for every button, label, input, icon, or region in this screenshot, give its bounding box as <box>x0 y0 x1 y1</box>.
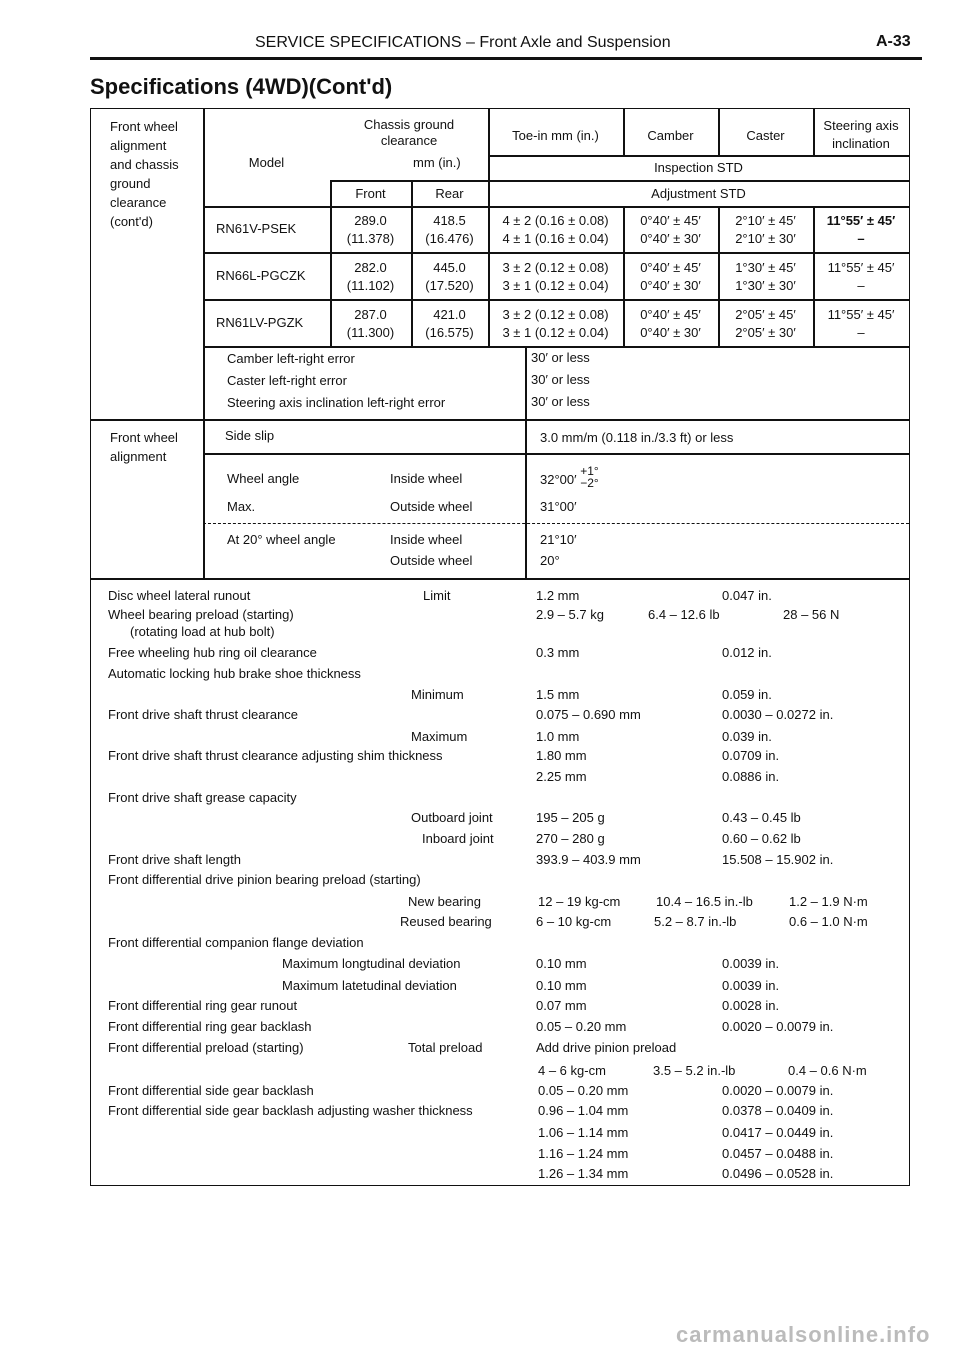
spec-v1: 0.3 mm <box>536 645 580 660</box>
val: 0°40′ ± 45′ <box>640 213 701 228</box>
spec-sub: Total preload <box>408 1040 483 1055</box>
camber-cell <box>623 259 718 295</box>
spec-row <box>108 790 908 805</box>
spec-v2: 3.5 – 5.2 in.-lb <box>653 1063 736 1078</box>
val: (17.520) <box>425 278 474 293</box>
spec-v1: 12 – 19 kg-cm <box>538 894 621 909</box>
spec-v2: 0.0020 – 0.0079 in. <box>722 1083 834 1098</box>
rear-cell <box>411 212 488 248</box>
spec-row <box>108 1103 908 1118</box>
spec-v2: 0.0417 – 0.0449 in. <box>722 1125 834 1140</box>
val: (11.102) <box>346 278 395 293</box>
spec-row <box>108 935 908 950</box>
divider <box>488 155 909 157</box>
spec-row <box>108 872 908 887</box>
spec-v2: 0.0028 in. <box>722 998 780 1013</box>
label-line: clearance <box>110 195 167 210</box>
spec-sub: New bearing <box>408 894 481 909</box>
val: 287.0 <box>354 307 387 322</box>
spec-sub: Outboard joint <box>411 810 493 825</box>
spec-sub: Reused bearing <box>400 914 492 929</box>
spec-row <box>108 1040 908 1055</box>
spec-v1: 2.9 – 5.7 kg <box>536 607 604 622</box>
spec-v1: 1.26 – 1.34 mm <box>538 1166 629 1181</box>
spec-label: Front drive shaft thrust clearance <box>108 707 299 722</box>
spec-row <box>108 666 908 681</box>
val: 3 ± 2 (0.12 ± 0.08) <box>502 260 609 275</box>
camber-cell <box>623 212 718 248</box>
divider <box>203 252 909 254</box>
divider <box>203 206 909 208</box>
page-title: Specifications (4WD)(Cont'd) <box>90 74 393 99</box>
spec-v2: 0.047 in. <box>722 588 772 603</box>
spec-label: Front drive shaft thrust clearance adjusting shim thickness <box>108 748 443 763</box>
divider <box>203 299 909 301</box>
val: 2°05′ ± 45′ <box>735 307 796 322</box>
divider <box>203 346 909 348</box>
spec-v1: 1.0 mm <box>536 729 580 744</box>
val: 0°40′ ± 45′ <box>640 307 701 322</box>
val: 3 ± 1 (0.12 ± 0.04) <box>502 278 609 293</box>
spec-row <box>108 852 908 867</box>
val: 1°30′ ± 30′ <box>735 278 796 293</box>
steering-cell <box>813 212 909 248</box>
val: 4 ± 1 (0.16 ± 0.04) <box>502 231 609 246</box>
spec-label: Front differential side gear backlash adjusting washer thickness <box>108 1103 473 1118</box>
val: 0°40′ ± 30′ <box>640 278 701 293</box>
caster-cell <box>718 212 813 248</box>
spec-label: Front differential ring gear backlash <box>108 1019 312 1034</box>
adjustment-std: Adjustment STD <box>651 186 746 201</box>
col-header-model: Model <box>248 155 285 170</box>
toein-cell <box>488 259 623 295</box>
divider <box>203 108 205 578</box>
val: −2° <box>580 476 599 490</box>
header-line: Steering axis <box>823 118 899 133</box>
val: 0°40′ ± 30′ <box>640 231 701 246</box>
label-line: alignment <box>110 449 167 464</box>
front-cell <box>330 259 411 295</box>
at20-outside-value: 20° <box>540 553 560 568</box>
spec-label: Disc wheel lateral runout <box>108 588 251 603</box>
val: 32°00′ <box>540 472 577 487</box>
spec-v1: 1.80 mm <box>536 748 587 763</box>
spec-sub: Minimum <box>411 687 464 702</box>
label-line: Front wheel <box>110 119 178 134</box>
label-line: (cont'd) <box>110 214 153 229</box>
val: (16.476) <box>425 231 474 246</box>
spec-label: Front differential companion flange deviation <box>108 935 364 950</box>
caster-cell <box>718 306 813 342</box>
watermark-text: carmanualsonline.info <box>676 1322 931 1347</box>
spec-row <box>108 645 908 660</box>
front-cell <box>330 212 411 248</box>
spec-row <box>130 624 275 639</box>
val: 3 ± 2 (0.12 ± 0.08) <box>502 307 609 322</box>
spec-v1: 0.05 – 0.20 mm <box>536 1019 627 1034</box>
spec-label: (rotating load at hub bolt) <box>130 624 275 639</box>
toein-cell <box>488 306 623 342</box>
dashed-divider <box>203 523 909 524</box>
wheel-angle-max-label: Max. <box>227 499 256 514</box>
val: (11.300) <box>346 325 395 340</box>
spec-row <box>108 588 908 603</box>
side-slip-value: 3.0 mm/m (0.118 in./3.3 ft) or less <box>540 430 734 445</box>
rear-cell <box>411 259 488 295</box>
val: 4 ± 2 (0.16 ± 0.08) <box>502 213 609 228</box>
model-cell: RN66L-PGCZK <box>216 268 306 283</box>
inside-wheel-value <box>540 465 599 489</box>
spec-v1: 2.25 mm <box>536 769 587 784</box>
side-slip-label: Side slip <box>225 428 275 443</box>
spec-label: Front drive shaft length <box>108 852 241 867</box>
header-line: inclination <box>832 136 890 151</box>
spec-label: Automatic locking hub brake shoe thickness <box>108 666 361 681</box>
spec-v1: 4 – 6 kg-cm <box>538 1063 606 1078</box>
spec-label: Front differential preload (starting) <box>108 1040 304 1055</box>
spec-v1: Add drive pinion preload <box>536 1040 677 1055</box>
error-label: Camber left-right error <box>227 351 355 366</box>
val: (16.575) <box>425 325 474 340</box>
divider <box>330 180 909 182</box>
spec-v1: 270 – 280 g <box>536 831 605 846</box>
divider <box>525 346 527 578</box>
error-label: Caster left-right error <box>227 373 347 388</box>
val: 282.0 <box>354 260 387 275</box>
col-header-chassis-unit: mm (in.) <box>413 155 461 170</box>
val: 0°40′ ± 30′ <box>640 325 701 340</box>
spec-v3: 0.4 – 0.6 N·m <box>788 1063 867 1078</box>
spec-row <box>108 748 908 763</box>
spec-v2: 0.0457 – 0.0488 in. <box>722 1146 834 1161</box>
steering-cell <box>813 259 909 295</box>
val: 2°10′ ± 30′ <box>735 231 796 246</box>
val: 3 ± 1 (0.12 ± 0.04) <box>502 325 609 340</box>
spec-label: Front differential side gear backlash <box>108 1083 314 1098</box>
val: 2°10′ ± 45′ <box>735 213 796 228</box>
error-value: 30′ or less <box>531 350 590 365</box>
spec-v2: 0.0039 in. <box>722 978 780 993</box>
spec-v1: 1.5 mm <box>536 687 580 702</box>
spec-label: Free wheeling hub ring oil clearance <box>108 645 317 660</box>
spec-row <box>108 707 908 722</box>
spec-v2: 0.0039 in. <box>722 956 780 971</box>
spec-row <box>108 1083 908 1098</box>
spec-v1: 6 – 10 kg-cm <box>536 914 612 929</box>
spec-v2: 0.0020 – 0.0079 in. <box>722 1019 834 1034</box>
spec-row <box>108 998 908 1013</box>
label-line: alignment <box>110 138 167 153</box>
inside-wheel-label: Inside wheel <box>390 471 463 486</box>
val: +1° <box>580 464 599 478</box>
spec-v1: 1.16 – 1.24 mm <box>538 1146 629 1161</box>
val: 445.0 <box>433 260 466 275</box>
spec-v2: 0.0378 – 0.0409 in. <box>722 1103 834 1118</box>
spec-label: Front drive shaft grease capacity <box>108 790 297 805</box>
val: 11°55′ ± 45′ <box>827 260 895 275</box>
col-header-front: Front <box>355 186 386 201</box>
spec-v3: 1.2 – 1.9 N·m <box>789 894 868 909</box>
label-line: and chassis <box>110 157 179 172</box>
at20-inside-label: Inside wheel <box>390 532 463 547</box>
caster-cell <box>718 259 813 295</box>
val: 2°05′ ± 30′ <box>735 325 796 340</box>
spec-v1: 0.10 mm <box>536 978 587 993</box>
col-header-camber: Camber <box>647 128 694 143</box>
header-line: clearance <box>380 133 438 148</box>
spec-v2: 0.0886 in. <box>722 769 780 784</box>
rear-cell <box>411 306 488 342</box>
spec-sub: Limit <box>423 588 451 603</box>
divider <box>90 419 909 421</box>
spec-v1: 195 – 205 g <box>536 810 605 825</box>
spec-v1: 0.10 mm <box>536 956 587 971</box>
label-line: ground <box>110 176 151 191</box>
val: (11.378) <box>346 231 395 246</box>
val: 11°55′ ± 45′ <box>826 213 896 228</box>
col-header-toein: Toe-in mm (in.) <box>512 128 599 143</box>
header-line: Chassis ground <box>363 117 455 132</box>
spec-row <box>108 1019 908 1034</box>
spec-v2: 0.43 – 0.45 lb <box>722 810 801 825</box>
spec-v2: 0.059 in. <box>722 687 772 702</box>
toein-cell <box>488 212 623 248</box>
spec-v1: 1.2 mm <box>536 588 580 603</box>
spec-sub: Inboard joint <box>422 831 494 846</box>
spec-v3: 0.6 – 1.0 N·m <box>789 914 868 929</box>
val: 418.5 <box>433 213 466 228</box>
val: – <box>857 231 865 246</box>
outside-wheel-label: Outside wheel <box>390 499 473 514</box>
spec-v2: 0.0030 – 0.0272 in. <box>722 707 834 722</box>
spec-v2: 5.2 – 8.7 in.-lb <box>654 914 737 929</box>
val: 1°30′ ± 45′ <box>735 260 796 275</box>
spec-v1: 0.96 – 1.04 mm <box>538 1103 629 1118</box>
camber-cell <box>623 306 718 342</box>
front-cell <box>330 306 411 342</box>
spec-v2: 0.0709 in. <box>722 748 780 763</box>
val: – <box>857 325 865 340</box>
spec-sub: Maximum latetudinal deviation <box>282 978 457 993</box>
error-value: 30′ or less <box>531 394 590 409</box>
spec-v1: 0.07 mm <box>536 998 587 1013</box>
spec-label: Front differential drive pinion bearing preload (starting) <box>108 872 421 887</box>
spec-label: Wheel bearing preload (starting) <box>108 607 294 622</box>
divider <box>90 578 909 580</box>
val: 421.0 <box>433 307 466 322</box>
model-cell: RN61LV-PGZK <box>216 315 304 330</box>
spec-row <box>108 607 908 622</box>
spec-sub: Maximum <box>411 729 468 744</box>
spec-v1: 0.075 – 0.690 mm <box>536 707 641 722</box>
spec-sub: Maximum longtudinal deviation <box>282 956 461 971</box>
spec-v1: 1.06 – 1.14 mm <box>538 1125 629 1140</box>
error-label: Steering axis inclination left-right error <box>227 395 446 410</box>
divider <box>203 453 909 455</box>
spec-v2: 15.508 – 15.902 in. <box>722 852 834 867</box>
wheel-angle-label: Wheel angle <box>227 471 300 486</box>
left-label-section1 <box>110 117 179 231</box>
col-header-rear: Rear <box>435 186 464 201</box>
inspection-std: Inspection STD <box>654 160 743 175</box>
at20-label: At 20° wheel angle <box>227 532 336 547</box>
val: 0°40′ ± 45′ <box>640 260 701 275</box>
at20-outside-label: Outside wheel <box>390 553 473 568</box>
col-header-steering <box>813 117 909 153</box>
header-rule <box>90 57 922 60</box>
spec-v2: 0.012 in. <box>722 645 772 660</box>
spec-v3: 28 – 56 N <box>783 607 840 622</box>
left-label-section2 <box>110 428 178 466</box>
val: 11°55′ ± 45′ <box>827 307 895 322</box>
val: – <box>857 278 865 293</box>
outside-wheel-value: 31°00′ <box>540 499 577 514</box>
col-header-chassis <box>330 117 488 149</box>
at20-inside-value: 21°10′ <box>540 532 577 547</box>
spec-label: Front differential ring gear runout <box>108 998 298 1013</box>
header-title: SERVICE SPECIFICATIONS – Front Axle and Suspension <box>255 34 671 51</box>
spec-v2: 0.60 – 0.62 lb <box>722 831 801 846</box>
spec-v2: 10.4 – 16.5 in.-lb <box>656 894 753 909</box>
label-line: Front wheel <box>110 430 178 445</box>
model-cell: RN61V-PSEK <box>216 221 297 236</box>
val: 289.0 <box>354 213 387 228</box>
tolerance <box>580 465 598 489</box>
spec-v1: 0.05 – 0.20 mm <box>538 1083 629 1098</box>
spec-v1: 393.9 – 403.9 mm <box>536 852 641 867</box>
page-number: A-33 <box>876 33 911 50</box>
spec-v2: 0.0496 – 0.0528 in. <box>722 1166 834 1181</box>
col-header-caster: Caster <box>746 128 785 143</box>
spec-v2: 0.039 in. <box>722 729 772 744</box>
error-value: 30′ or less <box>531 372 590 387</box>
steering-cell <box>813 306 909 342</box>
spec-v2: 6.4 – 12.6 lb <box>648 607 720 622</box>
